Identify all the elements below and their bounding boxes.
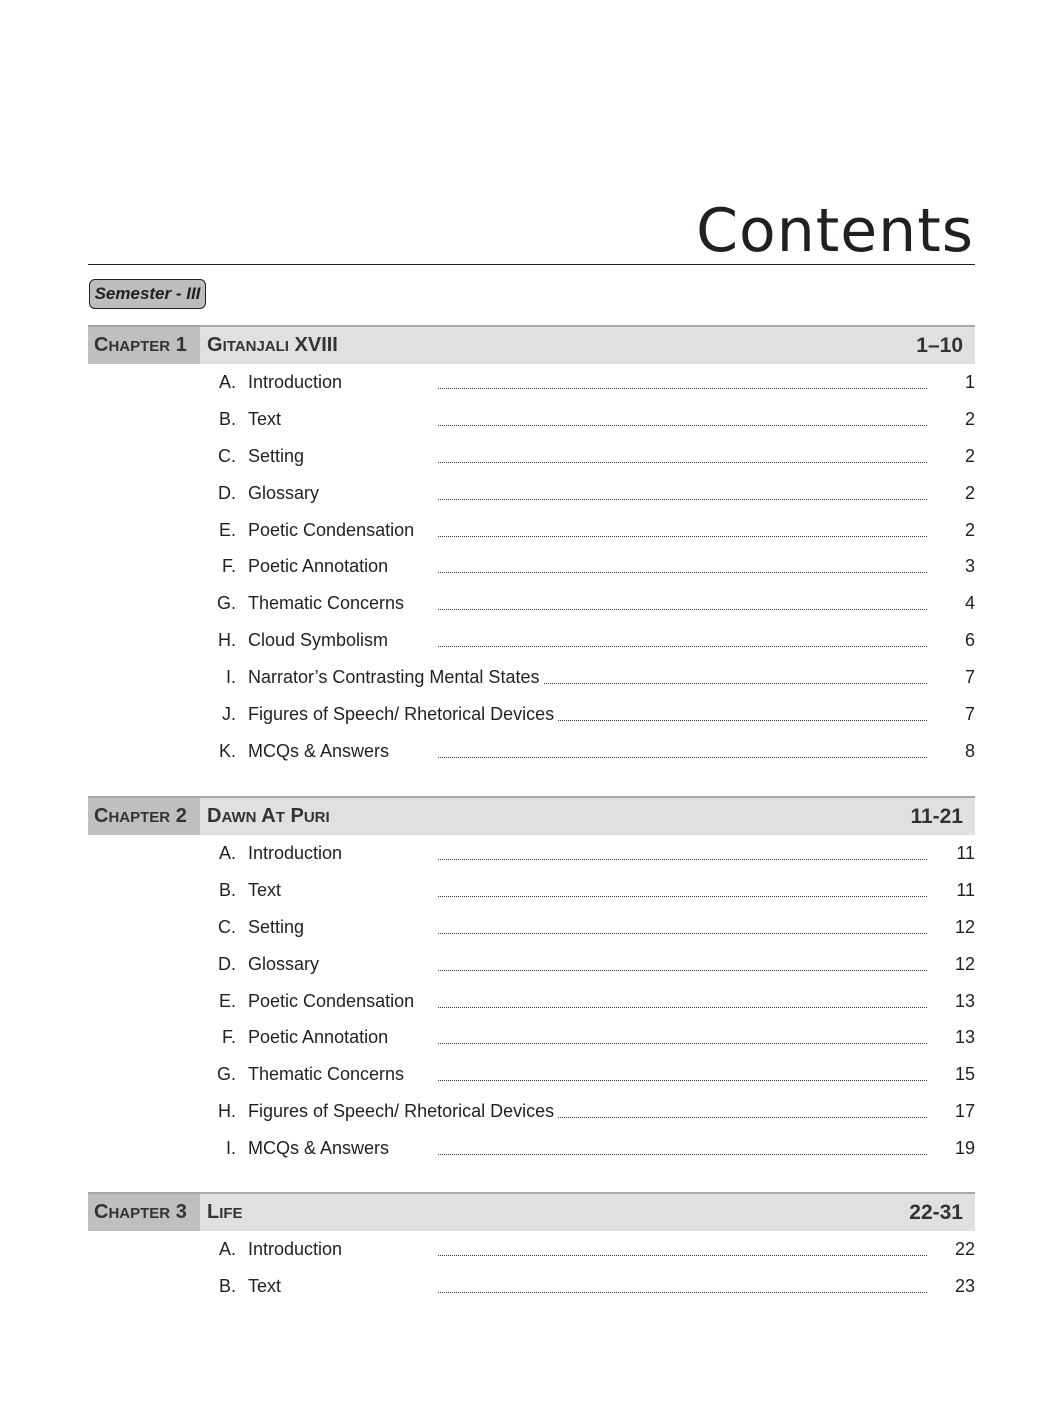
dot-leader [438,1043,927,1044]
entry-page: 4 [964,593,975,614]
entry-title: Narrator’s Contrasting Mental States [248,659,543,696]
chapter-header[interactable] [88,796,975,835]
entry-title: Introduction [248,1231,346,1268]
toc-entry[interactable] [88,548,975,585]
chapter-2-section [88,796,975,1167]
entry-letter: D. [218,953,236,974]
entry-page: 17 [954,1101,975,1122]
toc-entry[interactable] [88,733,975,770]
entry-title: Figures of Speech/ Rhetorical Devices [248,696,558,733]
dot-leader [438,609,927,610]
entry-page: 2 [964,482,975,503]
entry-letter: F. [221,1027,236,1048]
entry-page: 7 [964,704,975,725]
dot-leader [438,646,927,647]
toc-entry[interactable] [88,872,975,909]
semester-badge: Semester - III [89,279,206,309]
dot-leader [438,425,927,426]
chapter-label: CHAPTER 3 [88,1192,200,1231]
entry-letter: D. [218,482,236,503]
chapter-1-section [88,325,975,770]
entry-title: Text [248,401,285,438]
entry-letter: B. [218,1275,236,1296]
entry-title: Thematic Concerns [248,1056,408,1093]
title-divider [88,264,975,265]
entry-page: 23 [954,1275,975,1296]
toc-entry[interactable] [88,438,975,475]
entry-letter: G. [216,1064,236,1085]
entry-page: 2 [964,408,975,429]
toc-entry[interactable] [88,475,975,512]
entry-letter: G. [216,593,236,614]
dot-leader [438,859,927,860]
entry-page: 12 [954,916,975,937]
chapter-label: CHAPTER 2 [88,796,200,835]
dot-leader [438,1007,927,1008]
entry-page: 8 [964,740,975,761]
entry-letter: I. [225,667,236,688]
entry-letter: A. [218,843,236,863]
entry-letter: A. [218,1239,236,1259]
chapter-header[interactable] [88,325,975,364]
entry-page: 7 [964,667,975,688]
entry-page: 3 [964,556,975,577]
entry-page: 15 [954,1064,975,1085]
entry-page: 2 [964,445,975,466]
toc-entry[interactable] [88,983,975,1020]
dot-leader [438,388,927,389]
entry-title: MCQs & Answers [248,733,393,770]
toc-entry[interactable] [88,512,975,549]
toc-entry[interactable] [88,1130,975,1167]
dot-leader [438,933,927,934]
entry-page: 2 [964,519,975,540]
entry-page: 1 [964,372,975,392]
page-title: Contents [696,196,974,266]
toc-entry[interactable] [88,835,975,872]
entry-letter: F. [221,556,236,577]
dot-leader [438,896,927,897]
toc-entry[interactable] [88,696,975,733]
dot-leader [438,1255,927,1256]
chapter-title: DAWN AT PURI [207,805,330,827]
toc-entry[interactable] [88,401,975,438]
dot-leader [438,757,927,758]
chapter-title: GITANJALI XVIII [207,334,338,356]
toc-entry[interactable] [88,585,975,622]
dot-leader [438,1080,927,1081]
entry-page: 11 [956,843,975,863]
entry-title: Text [248,1268,285,1305]
entry-title: Setting [248,438,308,475]
entry-title: Introduction [248,835,346,872]
entry-page: 13 [954,1027,975,1048]
entry-title: Poetic Annotation [248,1019,392,1056]
toc-entry[interactable] [88,659,975,696]
entry-title: Text [248,872,285,909]
entry-title: Introduction [248,364,346,401]
entry-page: 11 [956,879,975,900]
toc-entry[interactable] [88,909,975,946]
entry-page: 22 [954,1239,975,1259]
entry-letter: I. [225,1138,236,1159]
entry-title: Figures of Speech/ Rhetorical Devices [248,1093,558,1130]
chapter-title-bar [200,1192,975,1231]
chapter-page-range: 22-31 [909,1201,963,1224]
toc-entry[interactable] [88,622,975,659]
entry-letter: C. [218,445,236,466]
entry-title: Glossary [248,475,323,512]
chapter-page-range: 1–10 [916,334,963,357]
dot-leader [438,970,927,971]
entry-letter: B. [218,879,236,900]
dot-leader [438,572,927,573]
entry-letter: B. [218,408,236,429]
entry-title: Glossary [248,946,323,983]
toc-entry[interactable] [88,1093,975,1130]
dot-leader [438,1154,927,1155]
chapter-3-section [88,1192,975,1305]
entry-letter: E. [218,519,236,540]
entry-letter: J. [221,704,236,725]
dot-leader [438,499,927,500]
entry-title: MCQs & Answers [248,1130,393,1167]
toc-entry[interactable] [88,1268,975,1305]
entry-page: 13 [954,990,975,1011]
entry-letter: H. [218,630,236,651]
entry-title: Cloud Symbolism [248,622,392,659]
toc-entry[interactable] [88,364,975,401]
entry-letter: A. [218,372,236,392]
entry-page: 12 [954,953,975,974]
chapter-title-bar [200,796,975,835]
dot-leader [438,536,927,537]
chapter-page-range: 11-21 [910,805,963,828]
entry-title: Poetic Condensation [248,512,418,549]
entry-title: Poetic Annotation [248,548,392,585]
entry-letter: C. [218,916,236,937]
entry-page: 6 [964,630,975,651]
chapter-title: LIFE [207,1201,243,1223]
dot-leader [438,462,927,463]
dot-leader [438,1292,927,1293]
toc-entry[interactable] [88,1056,975,1093]
toc-entry[interactable] [88,946,975,983]
entry-letter: H. [218,1101,236,1122]
chapter-header[interactable] [88,1192,975,1231]
entry-title: Thematic Concerns [248,585,408,622]
entry-page: 19 [954,1138,975,1159]
entry-title: Setting [248,909,308,946]
entry-letter: E. [218,990,236,1011]
toc-entry[interactable] [88,1019,975,1056]
entry-letter: K. [218,740,236,761]
entry-title: Poetic Condensation [248,983,418,1020]
toc-entry[interactable] [88,1231,975,1268]
chapter-title-bar [200,325,975,364]
chapter-label: CHAPTER 1 [88,325,200,364]
